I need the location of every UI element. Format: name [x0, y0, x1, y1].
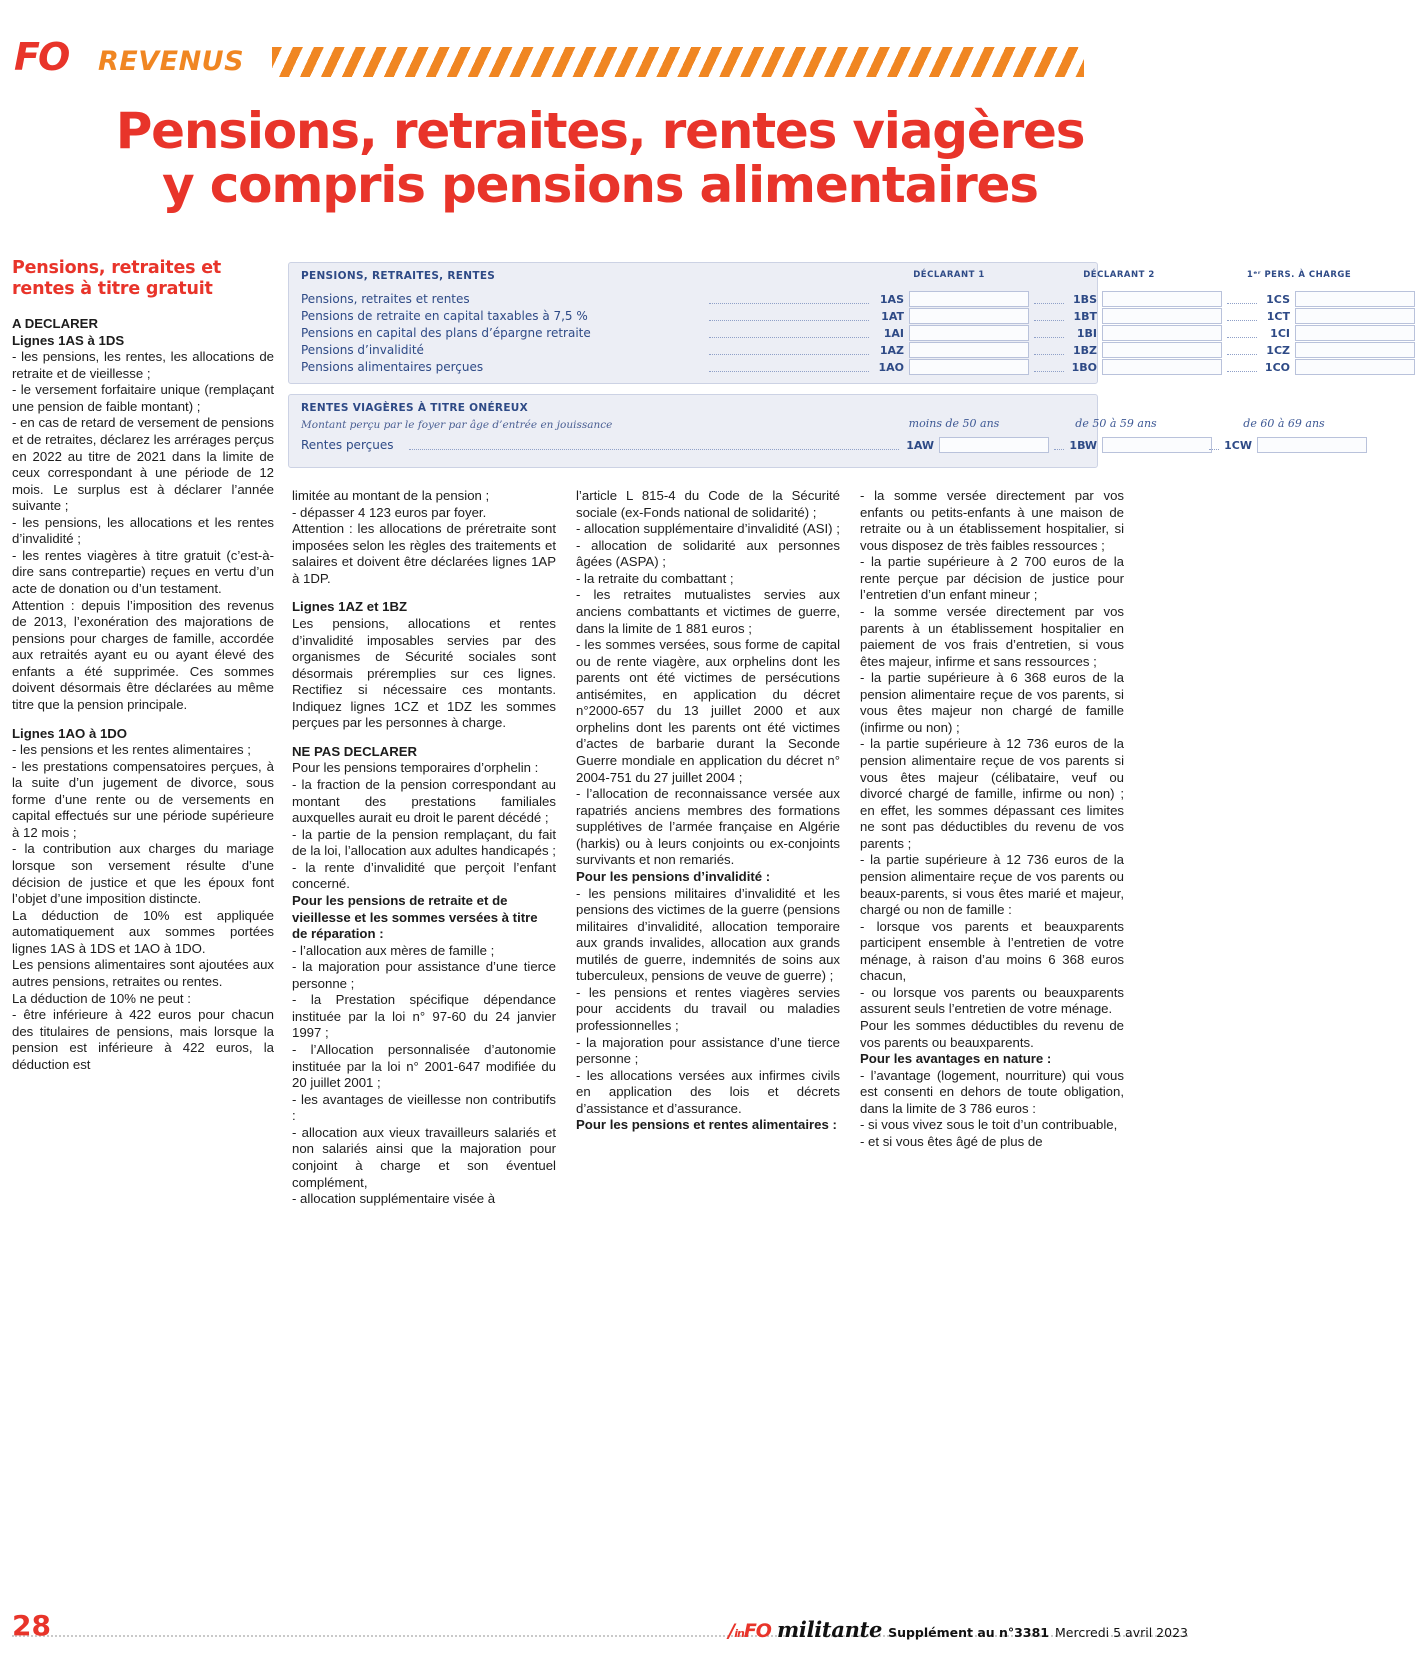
body-paragraph: - les avantages de vieillesse non contributifs : — [292, 1091, 556, 1124]
body-paragraph: - l’Allocation personnalisée d’autonomie instituée par la loi n° 2001-647 modifiée du 20 juillet 2001 ; — [292, 1042, 556, 1091]
tax-form-pensions-block — [288, 262, 1352, 384]
body-paragraph: - être inférieure à 422 euros pour chacun des titulaires de pensions, mais lorsque la pension est inférieure à 422 euros, la déduction est — [12, 1007, 274, 1072]
leader-dots — [409, 448, 899, 450]
form-input-1BO[interactable] — [1102, 359, 1222, 375]
page-number: 28 — [12, 1609, 51, 1642]
body-paragraph: - lorsque vos parents et beauxparents participent ensemble à l’entretien de votre ménage, à raison d’au moins 6 368 euros chacun, — [860, 918, 1124, 984]
body-paragraph: - allocation supplémentaire d’invalidité (ASI) ; — [576, 521, 840, 537]
leader-dots — [1209, 448, 1219, 450]
field-code-1BW: 1BW — [1069, 439, 1097, 452]
section-rubric: REVENUS — [98, 46, 245, 77]
subheading: Pour les pensions de retraite et de vieillesse et les sommes versées à titre de réparation : — [292, 892, 538, 942]
leader-dots — [709, 353, 869, 355]
body-paragraph: La déduction de 10% ne peut : — [12, 990, 191, 1006]
form-row — [289, 342, 1290, 359]
body-paragraph: - l’allocation de reconnaissance versée aux rapatriés anciens membres des formations supplétives de l’armée française en Algérie (harkis) ou à leurs conjoints ou ex-conjoints survivants et non remariés. — [576, 786, 840, 868]
form-input-1CT[interactable] — [1295, 308, 1415, 324]
militante-wordmark: militante — [776, 1617, 883, 1642]
body-paragraph: - la Prestation spécifique dépendance instituée par la loi n° 97-60 du 24 janvier 1997 ; — [292, 992, 556, 1041]
form-row — [289, 325, 1290, 342]
field-code-1AW: 1AW — [906, 439, 934, 452]
body-paragraph: - les pensions militaires d’invalidité et les pensions des victimes de la guerre (pensions militaires d’invalidité, allocation temporaire aux grands invalides, allocation aux grands mutilés de guerre, indemnités de soins aux tuberculeux, pensions de veuve de guerre) ; — [576, 885, 840, 984]
body-paragraph: - les rentes viagères à titre gratuit (c’est-à-dire sans contrepartie) reçues en vertu d’un acte de donation ou d’un testament. — [12, 547, 274, 596]
body-paragraph: - la contribution aux charges du mariage lorsque son versement résulte d’une décision de justice et que les époux font l’objet d’une imposition distincte. — [12, 841, 274, 907]
body-paragraph: - l’avantage (logement, nourriture) qui vous est consenti en dehors de toute obligation, dans la limite de 3 786 euros : — [860, 1067, 1124, 1116]
form-input-1BT[interactable] — [1102, 308, 1222, 324]
form-input-1BS[interactable] — [1102, 291, 1222, 307]
subheading: Pour les pensions d’invalidité : — [576, 868, 771, 884]
form-block2-title: RENTES VIAGÈRES À TITRE ONÉREUX — [301, 402, 529, 414]
form-input-1AT[interactable] — [909, 308, 1029, 324]
form-block-title: PENSIONS, RETRAITES, RENTES — [301, 270, 496, 282]
field-code-1CI: 1CI — [1270, 327, 1290, 340]
form-input-1AW[interactable] — [939, 437, 1049, 453]
body-paragraph: - les pensions, les rentes, les allocations de retraite et de vieillesse ; — [12, 349, 274, 381]
field-code-1CO: 1CO — [1264, 361, 1290, 374]
body-paragraph: - les retraites mutualistes servies aux anciens combattants et victimes de guerre, dans la limite de 1 881 euros ; — [576, 587, 840, 636]
leader-dots — [709, 319, 869, 321]
body-paragraph: - l’allocation aux mères de famille ; — [292, 942, 495, 958]
field-code-1CW: 1CW — [1224, 439, 1252, 452]
section-kicker — [12, 258, 274, 299]
body-paragraph: - la rente d’invalidité que perçoit l’enfant concerné. — [292, 859, 556, 892]
body-paragraph: Les pensions, allocations et rentes d’invalidité imposables servies par des organismes de Sécurité sociales sont désormais préremplies sur ces lignes. Rectifiez si nécessaire ces montants. Indiquez lignes 1CZ et 1DZ les sommes perçues par les personnes à charge. — [292, 615, 556, 731]
body-paragraph: - le versement forfaitaire unique (remplaçant une pension de faible montant) ; — [12, 382, 274, 414]
supplement-label: Supplément au n°3381 — [888, 1625, 1049, 1640]
field-code-1BT: 1BT — [1073, 310, 1097, 323]
footer-imprint — [728, 1617, 1188, 1642]
pension-row-label: Pensions, retraites et rentes — [301, 292, 470, 306]
info-logo: /inFO — [728, 1620, 771, 1642]
body-paragraph: - allocation de solidarité aux personnes âgées (ASPA) ; — [576, 537, 840, 570]
column-header-pers-charge: 1ᵉʳ PERS. À CHARGE — [1246, 270, 1352, 280]
field-code-1BZ: 1BZ — [1072, 344, 1097, 357]
body-paragraph: - les pensions et rentes viagères servies pour accidents du travail ou maladies professionnelles ; — [576, 984, 840, 1033]
subheading: Lignes 1AZ et 1BZ — [292, 599, 408, 615]
leader-dots — [1034, 353, 1064, 355]
form-input-1AO[interactable] — [909, 359, 1029, 375]
leader-dots — [1227, 336, 1257, 338]
body-paragraph: La déduction de 10% est appliquée automatiquement aux sommes portées lignes 1AS à 1DS et 1AO à 1DO. — [12, 907, 274, 956]
body-paragraph: - la majoration pour assistance d’une tierce personne ; — [576, 1034, 840, 1067]
body-paragraph: - les pensions, les allocations et les rentes d’invalidité ; — [12, 514, 274, 547]
leader-dots — [1227, 353, 1257, 355]
form-row — [289, 437, 1252, 454]
body-paragraph: Les pensions alimentaires sont ajoutées aux autres pensions, retraites ou rentes. — [12, 957, 274, 989]
form-row — [289, 291, 1290, 308]
pension-row-label: Pensions de retraite en capital taxables à 7,5 % — [301, 309, 588, 323]
pension-row-label: Pensions d’invalidité — [301, 343, 424, 357]
body-paragraph: Pour les pensions temporaires d’orphelin : — [292, 760, 539, 776]
leader-dots — [1034, 319, 1064, 321]
kicker-line-2: rentes à titre gratuit — [12, 278, 213, 299]
body-paragraph: - la majoration pour assistance d’une tierce personne ; — [292, 959, 556, 991]
form-input-1BZ[interactable] — [1102, 342, 1222, 358]
article-column-2 — [292, 488, 556, 1208]
form-input-1BW[interactable] — [1102, 437, 1212, 453]
body-paragraph: limitée au montant de la pension ; — [292, 488, 490, 503]
form-input-1CW[interactable] — [1257, 437, 1367, 453]
pension-row-label: Pensions en capital des plans d’épargne retraite — [301, 326, 591, 340]
fo-logo: FO — [14, 35, 69, 79]
field-code-1BS: 1BS — [1073, 293, 1097, 306]
leader-dots — [709, 370, 869, 372]
form-input-1BI[interactable] — [1102, 325, 1222, 341]
body-paragraph: - les sommes versées, sous forme de capital ou de rente viagère, aux orphelins dont les parents ont été victimes de persécutions antisémites, en application du décret n°2000-657 du 13 juillet 2000 et aux orphelins dont les parents ont été victimes d’actes de barbarie durant la Seconde Guerre mondiale en application du décret n° 2004-751 du 27 juillet 2004 ; — [576, 637, 840, 785]
issue-date: Mercredi 5 avril 2023 — [1054, 1625, 1188, 1640]
form-input-1CS[interactable] — [1295, 291, 1415, 307]
tax-form-rentes-viageres-block — [288, 394, 1325, 468]
subheading: Pour les pensions et rentes alimentaires : — [576, 1117, 837, 1133]
body-paragraph: - en cas de retard de versement de pensions et de retraites, déclarez les arrérages perçus en 2022 au titre de 2021 dans la limite de ceux correspondant à une période de 12 mois. Le surplus est à déclarer l’année suivante ; — [12, 415, 274, 514]
form-input-1CO[interactable] — [1295, 359, 1415, 375]
form-input-1AS[interactable] — [909, 291, 1029, 307]
rente-row-label: Rentes perçues — [301, 438, 394, 452]
form-block2-subtitle: Montant perçu par le foyer par âge d’entrée en jouissance — [301, 419, 613, 431]
form-input-1AZ[interactable] — [909, 342, 1029, 358]
body-paragraph: - les allocations versées aux infirmes civils en application des lois et décrets d’assistance et d’assurance. — [576, 1067, 840, 1116]
body-paragraph: - les prestations compensatoires perçues, à la suite d’un jugement de divorce, sous forme d’une rente ou de versements en capital effectués sur une période supérieure à 12 mois ; — [12, 758, 274, 840]
column-header-60-69: de 60 à 69 ans — [1243, 417, 1325, 430]
article-column-4 — [860, 488, 1124, 1151]
leader-dots — [1227, 302, 1257, 304]
leader-dots — [1227, 319, 1257, 321]
field-code-1AT: 1AT — [881, 310, 904, 323]
body-paragraph: Attention : les allocations de préretraite sont imposées selon les règles des traitements et salaires et doivent être déclarées lignes 1AP à 1DP. — [292, 521, 556, 586]
form-input-1CZ[interactable] — [1295, 342, 1415, 358]
masthead — [0, 0, 1200, 108]
body-paragraph: - allocation supplémentaire visée à — [292, 1191, 496, 1207]
subheading: A DECLARER — [12, 316, 98, 331]
body-paragraph: l’article L 815-4 du Code de la Sécurité sociale (ex-Fonds national de solidarité) ; — [576, 488, 840, 520]
subheading: NE PAS DECLARER — [292, 743, 418, 759]
field-code-1AZ: 1AZ — [879, 344, 904, 357]
subheading: Lignes 1AS à 1DS — [12, 332, 125, 348]
pension-row-label: Pensions alimentaires perçues — [301, 360, 484, 374]
field-code-1CZ: 1CZ — [1266, 344, 1290, 357]
field-code-1AI: 1AI — [883, 327, 904, 340]
body-paragraph: - dépasser 4 123 euros par foyer. — [292, 504, 487, 520]
body-paragraph: - la partie supérieure à 6 368 euros de la pension alimentaire reçue de vos parents, si vous êtes majeur non chargé de famille (infirme ou non) ; — [860, 670, 1124, 735]
field-code-1AS: 1AS — [879, 293, 904, 306]
headline-line-2: y compris pensions alimentaires — [162, 156, 1038, 214]
leader-dots — [1227, 370, 1257, 372]
article-column-1 — [12, 316, 274, 1073]
subheading: Pour les avantages en nature : — [860, 1051, 1052, 1067]
leader-dots — [709, 336, 869, 338]
field-code-1BI: 1BI — [1076, 327, 1097, 340]
column-header-50-59: de 50 à 59 ans — [1075, 417, 1157, 430]
body-paragraph: - si vous vivez sous le toit d’un contribuable, — [860, 1117, 1118, 1133]
body-paragraph: Pour les sommes déductibles du revenu de vos parents ou beauxparents. — [860, 1018, 1124, 1050]
headline-line-1: Pensions, retraites, rentes viagères — [115, 102, 1085, 160]
subheading: Lignes 1AO à 1DO — [12, 725, 128, 741]
leader-dots — [1054, 448, 1064, 450]
body-paragraph: Attention : depuis l’imposition des revenus de 2013, l’exonération des majorations de pensions pour charges de famille, accordée aux retraités ayant eu ou ayant élevé des enfants a été supprimée. Ces sommes doivent désormais être déclarées au même titre que la pension principale. — [12, 597, 274, 712]
article-column-3 — [576, 488, 840, 1134]
form-input-1CI[interactable] — [1295, 325, 1415, 341]
form-row — [289, 308, 1290, 325]
form-row — [289, 359, 1290, 376]
leader-dots — [1034, 302, 1064, 304]
leader-dots — [709, 302, 869, 304]
column-header-moins-50: moins de 50 ans — [908, 417, 1000, 430]
leader-dots — [1034, 370, 1064, 372]
body-paragraph: - la partie supérieure à 12 736 euros de la pension alimentaire reçue de vos parents si vous êtes majeur (célibataire, veuf ou divorcé chargé de famille, infirme ou non) ; en effet, les sommes dépassant ces limites ne sont pas déductibles du revenu de vos parents ; — [860, 736, 1124, 851]
column-header-declarant-2: DÉCLARANT 2 — [1083, 270, 1155, 280]
column-header-declarant-1: DÉCLARANT 1 — [913, 270, 985, 280]
body-paragraph: - la retraite du combattant ; — [576, 570, 734, 586]
page-title — [0, 104, 1200, 212]
body-paragraph: - la somme versée directement par vos parents à un établissement hospitalier en paiement de vos frais d’entretien, si vous êtes majeur, infirme et sans ressources ; — [860, 603, 1124, 669]
field-code-1CS: 1CS — [1266, 293, 1290, 306]
body-paragraph: - les pensions et les rentes alimentaires ; — [12, 742, 251, 758]
body-paragraph: - la partie supérieure à 2 700 euros de la rente perçue par décision de justice pour l’entretien d’un enfant mineur ; — [860, 554, 1124, 603]
leader-dots — [1034, 336, 1064, 338]
hatch-rule-decoration — [272, 47, 1084, 77]
body-paragraph: - la partie de la pension remplaçant, du fait de la loi, l’allocation aux adultes handicapés ; — [292, 826, 556, 859]
field-code-1CT: 1CT — [1266, 310, 1290, 323]
body-paragraph: - allocation aux vieux travailleurs salariés et non salariés ainsi que la majoration pour conjoint à charge et son éventuel complément, — [292, 1124, 556, 1190]
field-code-1BO: 1BO — [1071, 361, 1097, 374]
kicker-line-1: Pensions, retraites et — [12, 258, 222, 278]
form-input-1AI[interactable] — [909, 325, 1029, 341]
body-paragraph: - et si vous êtes âgé de plus de — [860, 1133, 1043, 1149]
field-code-1AO: 1AO — [878, 361, 904, 374]
body-paragraph: - la partie supérieure à 12 736 euros de la pension alimentaire reçue de vos parents ou beaux-parents, si vous êtes marié et majeur, chargé ou non de famille : — [860, 852, 1124, 918]
body-paragraph: - ou lorsque vos parents ou beauxparents assurent seuls l’entretien de votre ménage. — [860, 984, 1124, 1017]
body-paragraph: - la fraction de la pension correspondant au montant des prestations familiales auxquelles aurait eu droit le parent décédé ; — [292, 777, 556, 826]
body-paragraph: - la somme versée directement par vos enfants ou petits-enfants à une maison de retraite ou à un établissement hospitalier, si vous disposez de très faibles ressources ; — [860, 488, 1124, 553]
